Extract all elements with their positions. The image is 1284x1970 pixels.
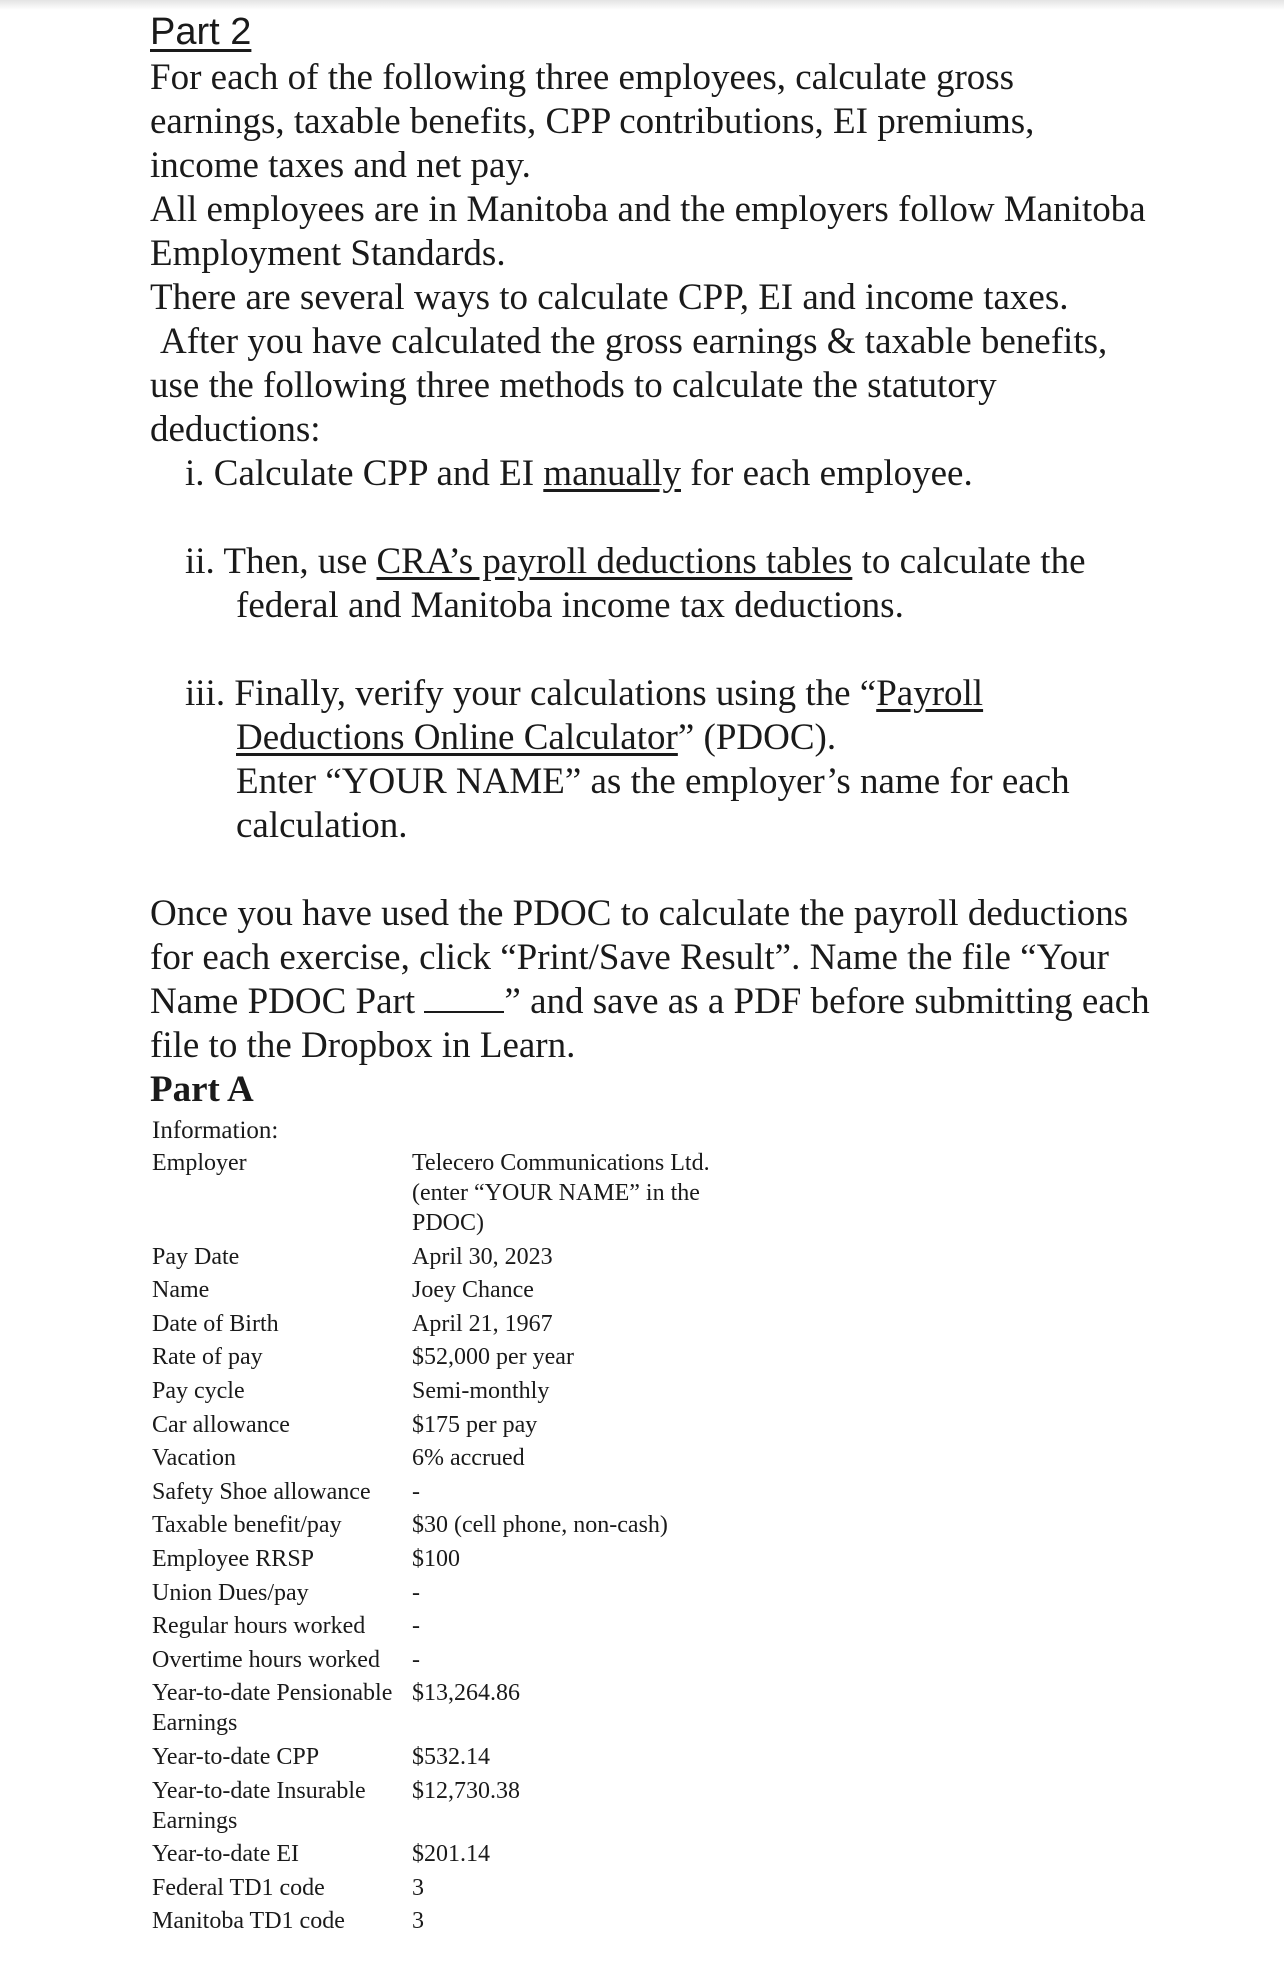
information-label: Information:: [152, 1117, 279, 1144]
closing-text: Once you have used the PDOC to calculate the payroll deductions for each exercise, click “Print/Save Result”. Name the file “Your Name PDOC Part: [150, 893, 1129, 1022]
info-row: [152, 1477, 732, 1511]
info-row: [152, 1443, 732, 1477]
info-label-cell: Car allowance: [152, 1411, 290, 1438]
info-label-cell: Pay cycle: [152, 1377, 245, 1404]
info-label-cell: Name: [152, 1277, 210, 1304]
info-value-cell: 6% accrued: [412, 1445, 525, 1472]
info-value-cell: $30 (cell phone, non-cash): [412, 1512, 668, 1539]
method-i-text: i. Calculate CPP and EI: [185, 453, 544, 494]
method-ii: [185, 540, 1150, 628]
info-row: [152, 1578, 732, 1612]
info-value-cell: $12,730.38: [412, 1777, 520, 1804]
part-blank-line: [424, 987, 504, 1013]
info-row: [152, 1342, 732, 1376]
method-iii-text: iii. Finally, verify your calculations using the “: [185, 673, 877, 714]
info-row: [152, 1275, 732, 1309]
info-label-cell: Vacation: [152, 1445, 236, 1472]
methods-list: [150, 452, 1150, 848]
info-row: [152, 1544, 732, 1578]
method-iii-text-end: ” (PDOC).: [677, 717, 837, 758]
method-iii-line-3: Enter “YOUR NAME” as the employer’s name for each: [236, 761, 1070, 802]
info-label-cell: Pay Date: [152, 1243, 240, 1270]
intro-paragraph-1: For each of the following three employees, calculate gross earnings, taxable benefits, CPP contributions, EI premiums, income taxes and net pay.: [150, 57, 1035, 186]
cra-tables-link[interactable]: CRA’s payroll deductions tables: [376, 541, 853, 582]
method-ii-continuation: federal and Manitoba income tax deductions.: [236, 585, 904, 626]
pdoc-link-part-2[interactable]: Deductions Online Calculator: [236, 717, 678, 758]
info-label-cell: Date of Birth: [152, 1310, 279, 1337]
info-label-cell: Year-to-date EI: [152, 1841, 300, 1868]
method-ii-text-end: to calculate the: [852, 541, 1086, 582]
info-label-cell: Rate of pay: [152, 1344, 263, 1371]
intro-paragraph-2: All employees are in Manitoba and the employers follow Manitoba Employment Standards.: [150, 189, 1146, 274]
info-value-cell: -: [412, 1613, 420, 1640]
info-row: [152, 1742, 732, 1776]
info-row: [152, 1839, 732, 1873]
info-row: [152, 1376, 732, 1410]
info-label-cell: Year-to-date CPP: [152, 1743, 320, 1770]
closing-paragraph: [150, 892, 1150, 1068]
method-i: [185, 452, 1150, 496]
info-value-cell: $175 per pay: [412, 1411, 538, 1438]
info-row: [152, 1148, 732, 1242]
info-row: [152, 1510, 732, 1544]
info-value-cell: April 30, 2023: [412, 1243, 553, 1270]
info-row: [152, 1776, 732, 1840]
info-label-cell: Overtime hours worked: [152, 1646, 380, 1673]
manually-link[interactable]: manually: [543, 453, 681, 494]
document: [150, 8, 1150, 1940]
info-label-cell: Year-to-date Insurable Earnings: [152, 1777, 366, 1834]
info-row: [152, 1906, 732, 1940]
employee-info-table: [152, 1148, 732, 1940]
info-row: [152, 1611, 732, 1645]
intro-paragraph-4: After you have calculated the gross earnings & taxable benefits, use the following three methods to calculate the statutory deductions:: [150, 321, 1108, 450]
info-value-cell: -: [412, 1646, 420, 1673]
info-value-cell: -: [412, 1579, 420, 1606]
info-row: [152, 1309, 732, 1343]
method-i-text-end: for each employee.: [680, 453, 973, 494]
info-label-cell: Federal TD1 code: [152, 1874, 325, 1901]
info-value-cell: Joey Chance: [412, 1277, 534, 1304]
info-label-cell: Union Dues/pay: [152, 1579, 309, 1606]
info-label-cell: Manitoba TD1 code: [152, 1908, 345, 1935]
info-value-cell: Semi-monthly: [412, 1377, 550, 1404]
info-label-cell: Employee RRSP: [152, 1545, 315, 1572]
pdoc-link-part-1[interactable]: Payroll: [876, 673, 984, 714]
part-a-heading: Part A: [150, 1069, 254, 1110]
info-row: [152, 1873, 732, 1907]
info-label-cell: Regular hours worked: [152, 1613, 366, 1640]
intro-paragraph-3: There are several ways to calculate CPP, EI and income taxes.: [150, 277, 1069, 318]
info-value-cell: $532.14: [412, 1743, 490, 1770]
closing-text-end: ” and save as a PDF before submitting each file to the Dropbox in Learn.: [150, 981, 1150, 1066]
info-label-cell: Employer: [152, 1150, 247, 1176]
info-row: [152, 1242, 732, 1276]
info-label-cell: Taxable benefit/pay: [152, 1512, 342, 1539]
info-value-cell: $201.14: [412, 1841, 490, 1868]
info-value-cell: April 21, 1967: [412, 1310, 553, 1337]
info-label-cell: Year-to-date Pensionable Earnings: [152, 1680, 393, 1737]
info-value-cell: $13,264.86: [412, 1680, 520, 1707]
info-row: [152, 1645, 732, 1679]
info-label-cell: Safety Shoe allowance: [152, 1478, 371, 1505]
method-ii-text: ii. Then, use: [185, 541, 377, 582]
info-value-cell: 3: [412, 1908, 424, 1935]
method-iii-line-4: calculation.: [236, 805, 408, 846]
method-iii: [185, 672, 1150, 848]
info-value-cell: $100: [412, 1545, 460, 1572]
info-value-cell: -: [412, 1478, 420, 1505]
info-row: [152, 1678, 732, 1742]
info-value-cell: 3: [412, 1874, 424, 1901]
part-2-heading: Part 2: [150, 11, 252, 53]
info-value-cell: $52,000 per year: [412, 1344, 574, 1371]
info-value-cell: Telecero Communications Ltd. (enter “YOUR NAME” in the PDOC): [412, 1150, 710, 1236]
info-row: [152, 1410, 732, 1444]
